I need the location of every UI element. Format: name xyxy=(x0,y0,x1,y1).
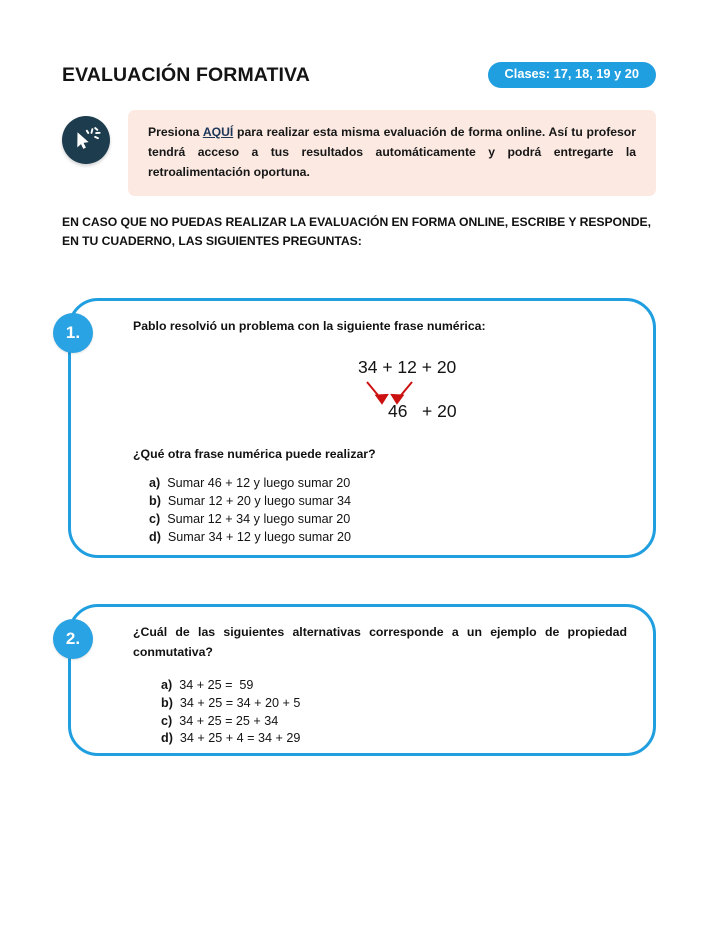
click-cursor-icon xyxy=(62,116,110,164)
option-letter: a) xyxy=(149,475,161,490)
question-card-2 xyxy=(65,604,656,756)
option-item[interactable] xyxy=(161,695,627,713)
option-item[interactable] xyxy=(149,493,627,511)
banner-text-after: para realizar esta misma evaluación de forma online. Así tu profesor tendrá acceso a tus resultados automáticamente y podrá entregarte la retroalimentación oportuna. xyxy=(148,125,636,179)
online-banner-text xyxy=(148,123,636,182)
classes-badge: Clases: 17, 18, 19 y 20 xyxy=(488,62,656,87)
instruction-text: EN CASO QUE NO PUEDAS REALIZAR LA EVALUACIÓN EN FORMA ONLINE, ESCRIBE Y RESPONDE, EN TU CUADERNO, LAS SIGUIENTES PREGUNTAS: xyxy=(62,215,651,248)
option-letter: d) xyxy=(149,529,161,544)
option-item[interactable] xyxy=(161,677,627,695)
options-list-1 xyxy=(133,475,627,547)
option-item[interactable] xyxy=(161,713,627,731)
online-banner-row xyxy=(62,110,656,196)
option-letter: c) xyxy=(149,511,161,526)
banner-text-before: Presiona xyxy=(148,125,203,139)
option-item[interactable] xyxy=(149,511,627,529)
option-text: Sumar 46 + 12 y luego sumar 20 xyxy=(167,475,351,490)
option-item[interactable] xyxy=(149,529,627,547)
option-letter: c) xyxy=(161,713,173,728)
aqui-link[interactable]: AQUÍ xyxy=(202,125,234,139)
option-text: Sumar 34 + 12 y luego sumar 20 xyxy=(167,529,351,544)
math-expression-block xyxy=(133,357,627,433)
option-item[interactable] xyxy=(149,475,627,493)
question-card-1 xyxy=(65,298,656,558)
question-body-1 xyxy=(71,301,653,546)
option-text: Sumar 12 + 34 y luego sumar 20 xyxy=(167,511,351,526)
page-header xyxy=(62,58,656,92)
option-letter: b) xyxy=(149,493,161,508)
online-banner xyxy=(128,110,656,196)
question-body-2 xyxy=(71,607,653,748)
option-item[interactable] xyxy=(161,730,627,748)
question-text-1: Pablo resolvió un problema con la siguiente frase numérica: xyxy=(133,319,486,333)
page-title: EVALUACIÓN FORMATIVA xyxy=(62,63,310,86)
option-text: 34 + 25 = 59 xyxy=(179,677,254,692)
question-text-2: ¿Cuál de las siguientes alternativas corresponde a un ejemplo de propiedad conmutativa? xyxy=(133,625,627,659)
question-prompt-1: ¿Qué otra frase numérica puede realizar? xyxy=(133,446,376,461)
math-line-top: 34 + 12 + 20 xyxy=(358,356,457,377)
option-text: 34 + 25 + 4 = 34 + 29 xyxy=(179,731,301,746)
option-letter: d) xyxy=(161,731,173,746)
option-letter: a) xyxy=(161,677,173,692)
question-number-badge-2: 2. xyxy=(53,619,93,659)
math-line-bottom: 46 + 20 xyxy=(388,400,457,421)
option-text: Sumar 12 + 20 y luego sumar 34 xyxy=(167,493,351,508)
options-list-2 xyxy=(133,677,627,749)
option-text: 34 + 25 = 25 + 34 xyxy=(179,713,279,728)
option-text: 34 + 25 = 34 + 20 + 5 xyxy=(179,695,301,710)
option-letter: b) xyxy=(161,695,173,710)
question-number-badge-1: 1. xyxy=(53,313,93,353)
